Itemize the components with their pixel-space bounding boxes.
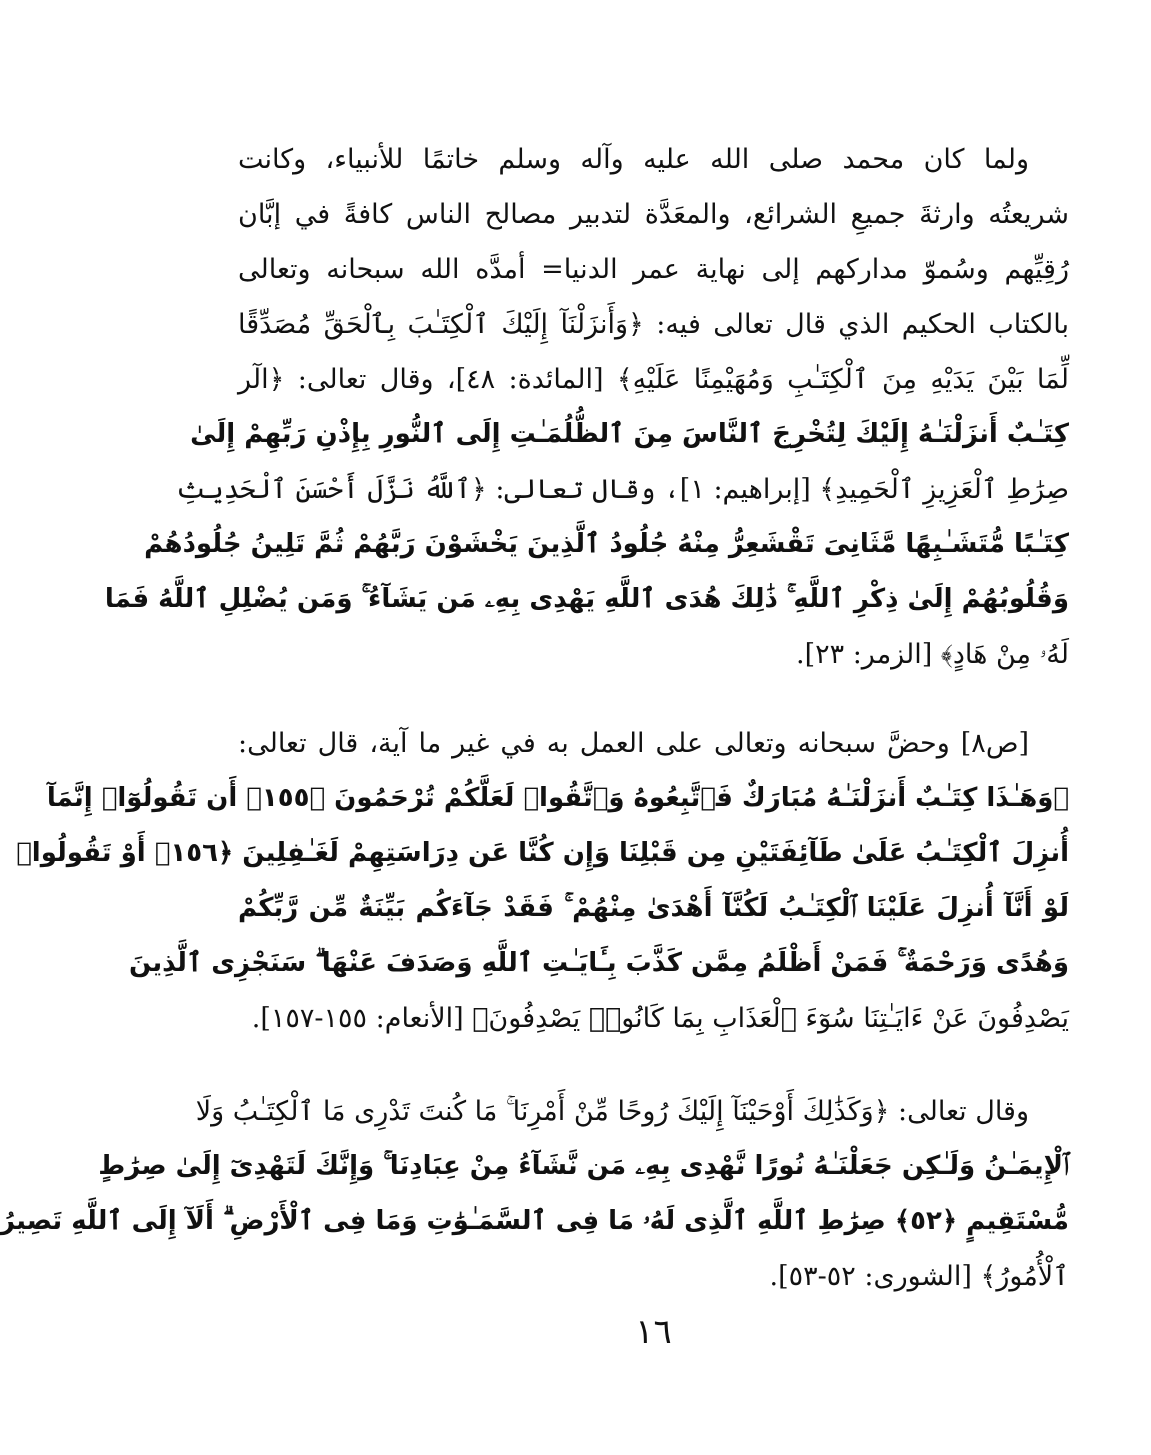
quran-verse-line: ﴿وَهَـٰذَا كِتَـٰبٌ أَنزَلْنَـٰهُ مُبَارَكٌ فَٱتَّبِعُوهُ وَٱتَّقُوا۟ لَعَلَّكُمْ تُرْحَمُونَ ﴿١٥٥﴾ أَن تَقُولُوٓا۟ إِنَّمَآ	[46, 783, 1069, 813]
quran-verse-line: كِتَـٰبًا مُّتَشَـٰبِهًا مَّثَانِىَ تَقْشَعِرُّ مِنْهُ جُلُودُ ٱلَّذِينَ يَخْشَوْنَ رَبَّهُمْ ثُمَّ تَلِينُ جُلُودُهُمْ	[144, 529, 1069, 559]
page-number: ١٦	[635, 1312, 672, 1352]
quran-verse-line: ٱلْإِيمَـٰنُ وَلَـٰكِن جَعَلْنَـٰهُ نُورًا نَّهْدِى بِهِۦ مَن نَّشَآءُ مِنْ عِبَادِنَا ۚ وَإِنَّكَ لَتَهْدِىٓ إِلَىٰ صِرَٰطٍ	[98, 1151, 1069, 1181]
paragraph-3	[0, 1084, 1069, 1304]
text-line: [ص٨] وحضَّ سبحانه وتعالى على العمل به في غير ما آية، قال تعالى:	[238, 728, 1029, 759]
text-line: ٱلْأُمُورُ﴾ [الشورى: ٥٢-٥٣].	[769, 1261, 1069, 1292]
quran-verse-line: وَهُدًى وَرَحْمَةٌ ۚ فَمَنْ أَظْلَمُ مِمَّن كَذَّبَ بِـَٔايَـٰتِ ٱللَّهِ وَصَدَفَ عَنْهَا ۗ سَنَجْزِى ٱلَّذِينَ	[129, 948, 1069, 978]
text-line: وقال تعالى: ﴿وَكَذَٰلِكَ أَوْحَيْنَآ إِلَيْكَ رُوحًا مِّنْ أَمْرِنَا ۚ مَا كُنتَ تَدْرِى مَا ٱلْكِتَـٰبُ وَلَا	[195, 1096, 1029, 1127]
paragraph-2	[16, 716, 1069, 1046]
text-line: شريعتُه وارثةَ جميعِ الشرائع، والمعَدَّة لتدبير مصالح الناس كافةً في إبَّان	[238, 199, 1069, 230]
quran-verse-line: كِتَـٰبٌ أَنزَلْنَـٰهُ إِلَيْكَ لِتُخْرِجَ ٱلنَّاسَ مِنَ ٱلظُّلُمَـٰتِ إِلَى ٱلنُّورِ بِإِذْنِ رَبِّهِمْ إِلَىٰ	[190, 419, 1069, 449]
text-line: لِّمَا بَيْنَ يَدَيْهِ مِنَ ٱلْكِتَـٰبِ وَمُهَيْمِنًا عَلَيْهِ﴾ [المائدة: ٤٨]، وقال تعالى: ﴿الٓر	[238, 364, 1069, 395]
text-line: يَصْدِفُونَ عَنْ ءَايَـٰتِنَا سُوٓءَ ٱلْعَذَابِ بِمَا كَانُوا۟ يَصْدِفُونَ﴾ [الأنعام: ١٥٥-١٥٧].	[251, 1003, 1069, 1034]
quran-verse-line: وَقُلُوبُهُمْ إِلَىٰ ذِكْرِ ٱللَّهِ ۚ ذَٰلِكَ هُدَى ٱللَّهِ يَهْدِى بِهِۦ مَن يَشَآءُ ۚ وَمَن يُضْلِلِ ٱللَّهُ فَمَا	[104, 584, 1069, 614]
text-line: ولما كان محمد صلى الله عليه وآله وسلم خاتمًا للأنبياء، وكانت	[238, 144, 1029, 175]
quran-verse-line: مُّسْتَقِيمٍ ﴿٥٢﴾ صِرَٰطِ ٱللَّهِ ٱلَّذِى لَهُۥ مَا فِى ٱلسَّمَـٰوَٰتِ وَمَا فِى ٱلْأَرْضِ ۗ أَلَآ إِلَى ٱللَّهِ تَصِيرُ	[0, 1206, 1069, 1236]
quran-verse-line: لَوْ أَنَّآ أُنزِلَ عَلَيْنَا ٱلْكِتَـٰبُ لَكُنَّآ أَهْدَىٰ مِنْهُمْ ۚ فَقَدْ جَآءَكُم بَيِّنَةٌ مِّن رَّبِّكُمْ	[238, 893, 1069, 923]
text-line: صِرَٰطِ ٱلْعَزِيزِ ٱلْحَمِيدِ﴾ [إبراهيم: ١]، وقال تعالى: ﴿ٱللَّهُ نَزَّلَ أَحْسَنَ ٱلْحَدِيثِ	[176, 474, 1069, 505]
text-line: رُقِيِّهم وسُموّ مداركهم إلى نهاية عمر الدنيا= أمدَّه الله سبحانه وتعالى	[238, 254, 1069, 285]
text-line: لَهُۥ مِنْ هَادٍ﴾ [الزمر: ٢٣].	[795, 639, 1069, 670]
text-line: بالكتاب الحكيم الذي قال تعالى فيه: ﴿وَأَنزَلْنَآ إِلَيْكَ ٱلْكِتَـٰبَ بِٱلْحَقِّ مُصَدِّقًا	[238, 309, 1069, 340]
paragraph-1	[104, 132, 1069, 682]
quran-verse-line: أُنزِلَ ٱلْكِتَـٰبُ عَلَىٰ طَآئِفَتَيْنِ مِن قَبْلِنَا وَإِن كُنَّا عَن دِرَاسَتِهِمْ لَغَـٰفِلِينَ ﴿١٥٦﴾ أَوْ تَقُولُوا۟	[16, 838, 1069, 868]
